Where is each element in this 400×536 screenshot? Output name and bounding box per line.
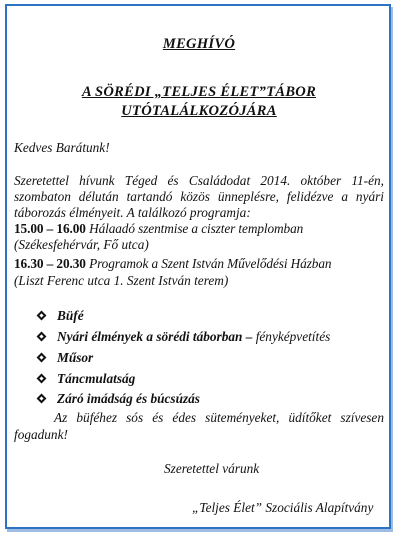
list-item [36,371,135,387]
bullet-rest: fényképvetítés [255,329,331,344]
diamond-bullet-icon [36,331,47,342]
invitation-page [5,4,391,529]
title-line-1: A SÖRÉDI „TELJES ÉLET”TÁBOR [81,84,317,100]
bullet-label: Záró imádság és búcsúzás [57,391,200,406]
bullet-label: Nyári élmények a sörédi táborban – [57,329,256,344]
program-item-2 [14,256,384,272]
diamond-bullet-icon [36,393,47,404]
invitation-heading: MEGHÍVÓ [162,36,236,52]
title-line-2: UTÓTALÁLKOZÓJÁRA [121,103,277,119]
list-item [36,350,93,366]
intro-line-2: szombaton délután tartandó közös ünneplésre, felidézve a nyári [14,189,384,204]
program-item-1 [14,221,384,237]
buffet-line-2: fogadunk! [14,427,68,442]
greeting: Kedves Barátunk! [14,140,110,155]
buffet-line-1: Az büféhez sós és édes süteményeket, üdítőket szívesen [54,410,384,425]
program-item-2-time: 16.30 – 20.30 [14,256,86,271]
list-item [36,329,330,345]
intro-line-3: táborozás élményeit. A találkozó programja: [14,205,251,220]
intro-line-1: Szeretettel hívunk Téged és Családodat 2014. október 11-én, [14,173,384,188]
bullet-label: Műsor [57,350,94,365]
list-item [36,391,200,407]
bullet-label: Büfé [57,308,84,323]
program-item-2-place: (Liszt Ferenc utca 1. Szent István terem) [14,273,229,288]
signature: „Teljes Élet” Szociális Alapítvány [192,500,374,515]
program-item-1-place: (Székesfehérvár, Fő utca) [14,237,149,252]
diamond-bullet-icon [36,352,47,363]
program-item-1-text: Hálaadó szentmise a ciszter templomban [85,221,304,236]
diamond-bullet-icon [36,310,47,321]
program-item-2-text: Programok a Szent István Művelődési Házban [85,256,332,271]
closing: Szeretettel várunk [164,461,260,476]
program-item-1-time: 15.00 – 16.00 [14,221,86,236]
list-item [36,308,84,324]
bullet-label: Táncmulatság [57,371,136,386]
diamond-bullet-icon [36,373,47,384]
